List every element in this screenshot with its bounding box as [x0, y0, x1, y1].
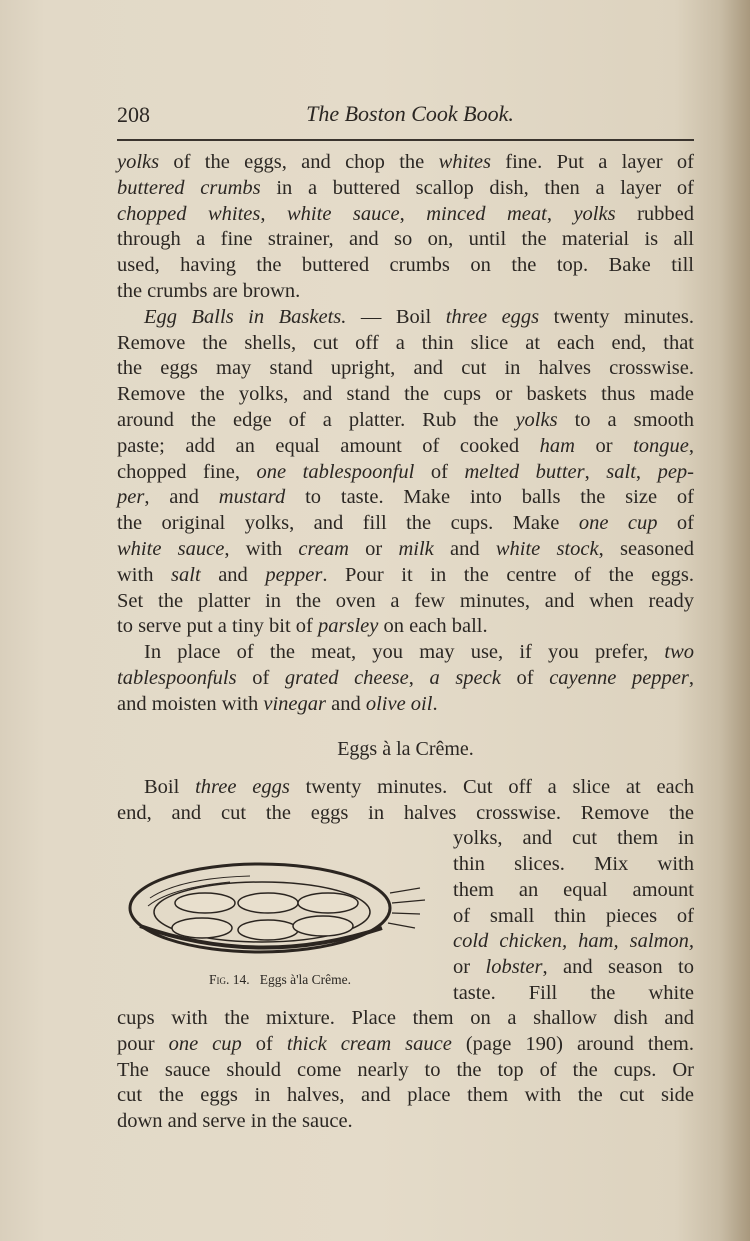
text-line: [117, 355, 694, 381]
text-line: [453, 903, 694, 929]
italic-text: three eggs: [195, 776, 290, 798]
text-line: [117, 1057, 694, 1083]
italic-text: one cup: [168, 1033, 242, 1055]
text: with: [117, 563, 172, 586]
italic-text: cream: [298, 538, 349, 560]
italic-text: thick cream sauce: [286, 1033, 452, 1055]
text: fine. Put a layer of: [490, 151, 694, 173]
text-line: [453, 954, 694, 980]
text-line: [144, 639, 694, 665]
section-heading: Eggs à la Crême.: [337, 738, 474, 760]
text: the original yolks, and fill the cups. Make: [117, 512, 579, 535]
text-line: [117, 1031, 694, 1057]
text: .: [432, 692, 438, 715]
text: used, having the buttered crumbs on the top. Bake till: [117, 254, 694, 277]
text: on each ball.: [378, 615, 488, 638]
italic-text: salt: [171, 563, 201, 586]
text-line: [117, 484, 694, 510]
text: twenty minutes. Cut off a slice at each: [289, 776, 694, 798]
text: cups with the mixture. Place them on a shallow dish and: [117, 1007, 694, 1030]
italic-text: two: [664, 641, 694, 664]
text: ,: [688, 434, 694, 457]
text: the crumbs are brown.: [117, 280, 301, 302]
text: ,: [635, 460, 658, 483]
text-line: [117, 613, 694, 639]
text: ,: [584, 460, 607, 483]
italic-text: one tablespoonful: [256, 460, 415, 483]
text: or: [348, 538, 399, 560]
text: of small thin pieces of: [453, 904, 694, 927]
text: , and season to: [542, 955, 695, 978]
text: of: [657, 512, 694, 535]
text: and: [200, 563, 266, 586]
text-line: [117, 330, 694, 356]
text-line: [117, 665, 694, 691]
text: In place of the meat, you may use, if you prefer,: [144, 641, 665, 664]
text: cut the eggs in halves, and place them with the cut side: [117, 1084, 694, 1107]
figure-label: Fig. 14.: [208, 972, 250, 987]
text: . Pour it in the centre of the eggs.: [322, 563, 694, 586]
text-line: [117, 691, 694, 717]
header-rule: [117, 139, 694, 141]
text: thin slices. Mix with: [453, 853, 694, 876]
italic-text: Egg Balls in Baskets.: [144, 305, 347, 328]
text: twenty minutes.: [539, 305, 694, 328]
italic-text: cold chicken, ham, salmon,: [453, 930, 694, 953]
text: ,: [546, 202, 574, 225]
text: ,: [408, 667, 430, 689]
italic-text: chopped whites: [117, 202, 261, 225]
text: yolks, and cut them in: [453, 827, 694, 850]
text-line: [117, 226, 694, 252]
italic-text: ham: [539, 434, 575, 457]
text-line: [453, 980, 694, 1006]
text: down and serve in the sauce.: [117, 1110, 353, 1133]
text: — Boil: [346, 305, 446, 328]
text: ,: [399, 202, 427, 225]
text-line: [117, 175, 694, 201]
text-line: [453, 877, 694, 903]
italic-text: yolks: [515, 409, 558, 431]
text-line: [117, 588, 694, 614]
text: , seasoned: [598, 538, 694, 560]
text: (page 190) around them.: [451, 1033, 694, 1055]
text: ,: [260, 202, 287, 225]
text: the eggs may stand upright, and cut in halves crosswise.: [117, 357, 694, 380]
text: , and: [144, 486, 219, 509]
text: Remove the yolks, and stand the cups or baskets thus made: [117, 383, 694, 406]
text: pour: [117, 1033, 169, 1055]
text-line: [144, 774, 694, 800]
italic-text: one cup: [578, 512, 658, 535]
text-line: [117, 433, 694, 459]
text: to a smooth: [557, 409, 694, 431]
text: Set the platter in the oven a few minutes, and when ready: [117, 589, 694, 612]
text-line: [453, 928, 694, 954]
text: to taste. Make into balls the size of: [285, 486, 694, 509]
text-line: [144, 304, 694, 330]
italic-text: grated cheese: [284, 667, 409, 689]
text: through a fine strainer, and so on, until the material is all: [117, 228, 694, 251]
text: of the eggs, and chop the: [159, 151, 439, 173]
text: around the edge of a platter. Rub the: [117, 409, 516, 431]
running-title: The Boston Cook Book.: [306, 101, 514, 126]
text: or: [574, 434, 634, 457]
figure-caption-text: Eggs à'la Crême.: [259, 972, 352, 987]
page-number: 208: [117, 102, 150, 127]
text: of: [500, 667, 550, 689]
text-line: [117, 201, 694, 227]
text-line: [117, 536, 694, 562]
text-line: [117, 510, 694, 536]
italic-text: yolks: [117, 151, 160, 173]
italic-text: milk: [398, 538, 434, 560]
italic-text: pepper: [265, 563, 323, 586]
text-line: [117, 459, 694, 485]
text-line: [117, 1082, 694, 1108]
italic-text: parsley: [317, 615, 379, 638]
italic-text: three eggs: [445, 305, 540, 328]
text: The sauce should come nearly to the top of the cups. Or: [117, 1058, 694, 1081]
italic-text: mustard: [218, 486, 286, 509]
text-line: [453, 851, 694, 877]
text-line: [117, 407, 694, 433]
italic-text: lobster: [485, 955, 543, 978]
text: in a buttered scallop dish, then a layer of: [260, 176, 694, 199]
text: and: [325, 692, 366, 715]
italic-text: per: [117, 486, 145, 509]
text-line: [117, 381, 694, 407]
text: end, and cut the eggs in halves crosswise. Remove the: [117, 801, 694, 824]
italic-text: pep-: [657, 460, 694, 483]
italic-text: tablespoonfuls: [117, 667, 237, 689]
text: , with: [224, 538, 299, 560]
text: rubbed: [615, 202, 695, 225]
italic-text: a speck: [429, 667, 501, 689]
italic-text: salt: [606, 460, 636, 483]
italic-text: melted butter: [464, 460, 585, 483]
italic-text: vinegar: [263, 692, 326, 715]
italic-text: minced meat: [426, 202, 547, 225]
italic-text: olive oil: [365, 692, 433, 715]
text: to serve put a tiny bit of: [117, 615, 318, 638]
text: paste; add an equal amount of cooked: [117, 434, 540, 457]
text-line: [117, 562, 694, 588]
text-line: [117, 800, 694, 826]
text: of: [414, 460, 465, 483]
italic-text: buttered crumbs: [117, 176, 261, 199]
text: of: [236, 667, 285, 689]
italic-text: yolks: [573, 202, 616, 225]
italic-text: tongue: [633, 434, 689, 457]
italic-text: white sauce: [117, 538, 225, 560]
text: of: [241, 1033, 287, 1055]
text: ,: [688, 667, 695, 689]
text: or: [453, 955, 486, 978]
text-line: [117, 278, 694, 304]
text-line: [117, 149, 694, 175]
text-line: [117, 252, 694, 278]
text: and: [433, 538, 496, 560]
text: chopped fine,: [117, 460, 257, 483]
egg-cups: [172, 893, 358, 940]
text-line: [117, 1108, 694, 1134]
text: them an equal amount: [453, 878, 694, 901]
text: Remove the shells, cut off a thin slice at each end, that: [117, 331, 694, 354]
italic-text: cayenne pepper: [549, 667, 689, 689]
text: taste. Fill the white: [453, 981, 694, 1004]
italic-text: whites: [438, 151, 491, 173]
italic-text: white sauce: [287, 202, 400, 225]
figure-eggs-illustration: [120, 848, 440, 968]
figure-caption: [150, 972, 410, 988]
italic-text: white stock: [495, 538, 599, 560]
text: Boil: [144, 776, 196, 798]
text-line: [453, 825, 694, 851]
text-line: [117, 1005, 694, 1031]
text: and moisten with: [117, 692, 264, 715]
